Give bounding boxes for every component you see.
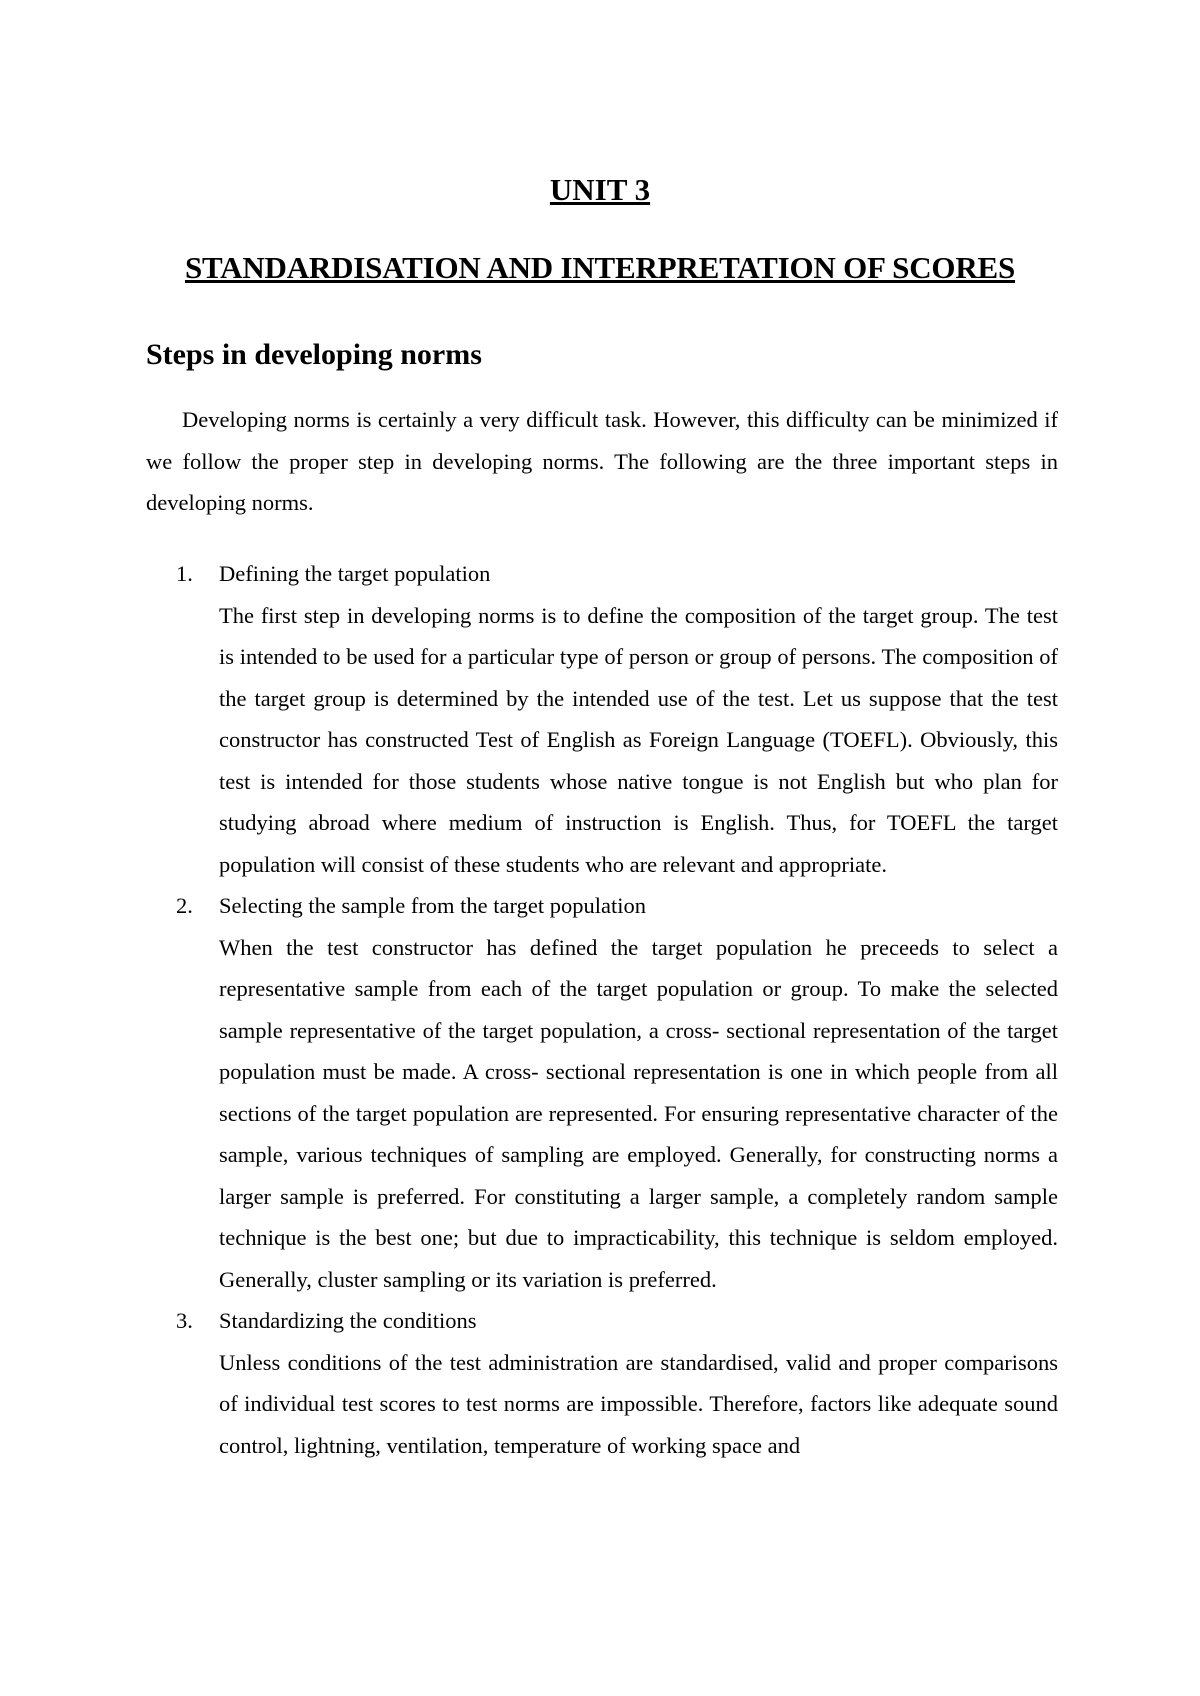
step-body: When the test constructor has defined the target population he preceeds to select a representative sample from each of the target population or group. To make the selected sample representative of the target population, a cross- sectional representation of the target population must be made. A cross- sectional representation is one in which people from all sections of the target population are represented. For ensuring representative character of the sample, various techniques of sampling are employed. Generally, for constructing norms a larger sample is preferred. For constituting a larger sample, a completely random sample technique is the best one; but due to impracticability, this technique is seldom employed. Generally, cluster sampling or its variation is preferred. <box>219 934 1058 1292</box>
step-body: Unless conditions of the test administration are standardised, valid and proper comparisons of individual test scores to test norms are impossible. Therefore, factors like adequate sound control, lightning, ventilation, temperature of working space and <box>219 1349 1058 1458</box>
unit-label: UNIT 3 <box>549 172 651 207</box>
step-item <box>146 1300 1058 1466</box>
step-number: 2. <box>176 893 193 918</box>
step-title: Selecting the sample from the target population <box>219 893 646 918</box>
step-title: Standardizing the conditions <box>219 1308 477 1333</box>
step-item <box>146 553 1058 885</box>
step-title: Defining the target population <box>219 561 491 586</box>
section-heading: Steps in developing norms <box>146 338 482 371</box>
step-number: 1. <box>176 561 193 586</box>
step-body: The first step in developing norms is to define the composition of the target group. The test is intended to be used for a particular type of person or group of persons. The composition of the target group is determined by the intended use of the test. Let us suppose that the test constructor has constructed Test of English as Foreign Language (TOEFL). Obviously, this test is intended for those students whose native tongue is not English but who plan for studying abroad where medium of instruction is English. Thus, for TOEFL the target population will consist of these students who are relevant and appropriate. <box>219 602 1058 877</box>
steps-list <box>146 553 1058 1466</box>
intro-paragraph: Developing norms is certainly a very difficult task. However, this difficulty can be minimized if we follow the proper step in developing norms. The following are the three important steps in developing norms. <box>146 407 1058 515</box>
step-item <box>146 885 1058 1300</box>
document-title: STANDARDISATION AND INTERPRETATION OF SCORES <box>184 250 1016 285</box>
step-number: 3. <box>176 1308 193 1333</box>
